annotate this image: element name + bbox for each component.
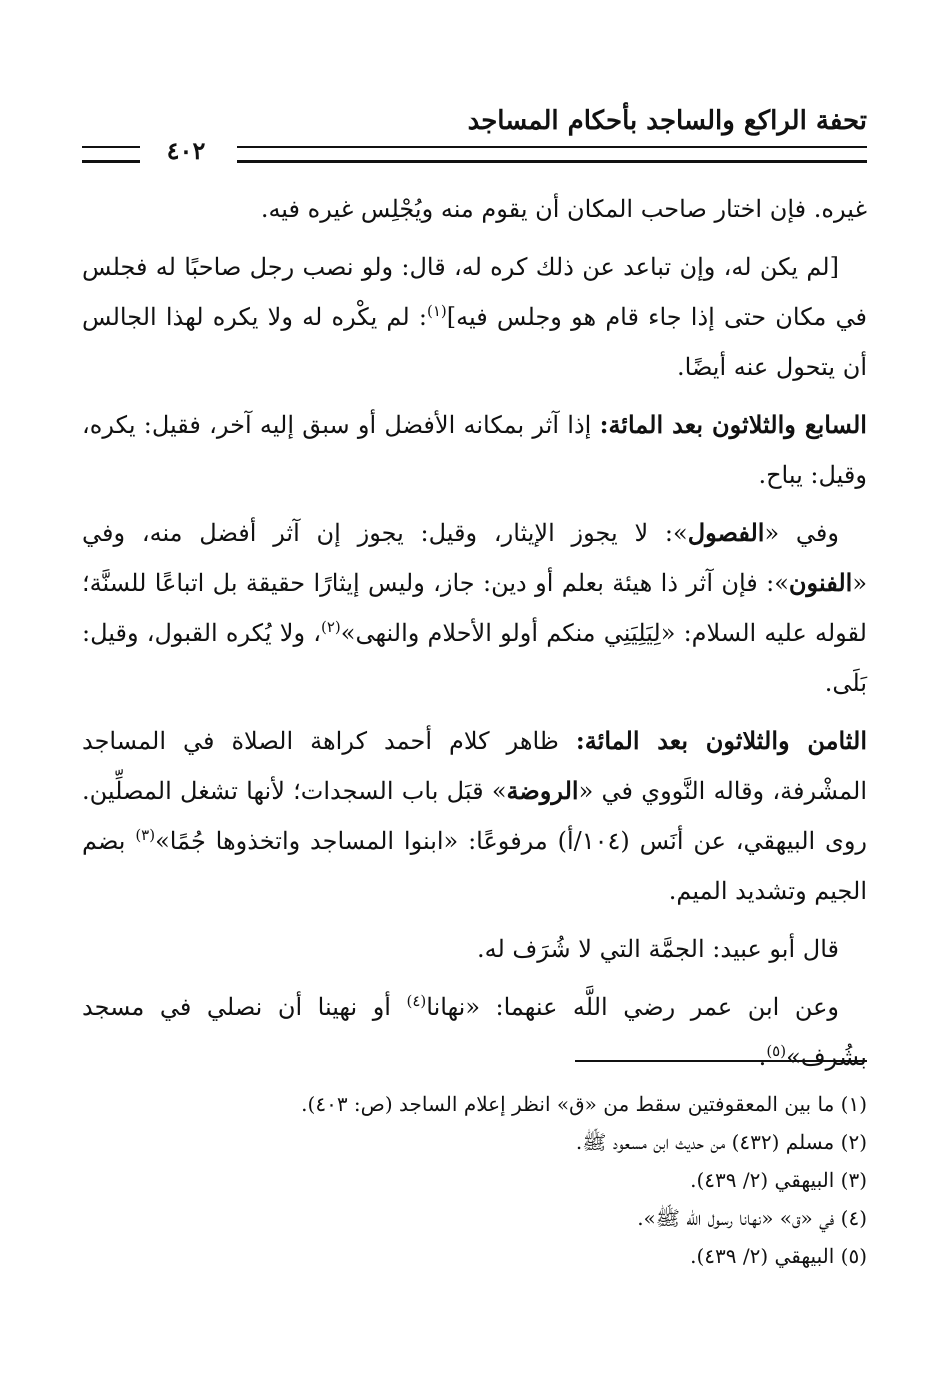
footnote-1: (١) ما بين المعقوفتين سقط من «ق» انظر إعلام الساجد (ص: ٤٠٣).	[301, 1092, 867, 1116]
paragraph-2	[82, 242, 867, 392]
book-page	[82, 100, 867, 1310]
paragraph-2-text-2: : لم يكْره له ولا يكره لهذا الجالس أن يتحول عنه أيضًا.	[82, 303, 867, 381]
paragraph-2-text-1: [لم يكن له، وإن تباعد عن ذلك كره له، قال: ولو نصب رجل صاحبًا له فجلس في مكان حتى إذا جاء قام هو وجلس فيه]	[82, 253, 867, 331]
header-rule-left	[82, 146, 140, 163]
paragraph-5-text-1: ظاهر كلام أحمد كراهة الصلاة في المساجد المشْرفة، وقاله النَّووي في «	[82, 727, 867, 805]
paragraph-4-text-4: ، ولا يُكره القبول، وقيل: بَلَى.	[82, 619, 867, 697]
paragraph-5-text-2: » قبَل باب السجدات؛ لأنها تشغل المصلِّين. روى البيهقي، عن أنَس (١٠٤/أ) مرفوعًا: «ابنوا المساجد واتخذوها جُمًا»	[82, 777, 868, 855]
footnote-marker-4: (٤)	[406, 992, 427, 1010]
paragraph-5-text-3: بضم الجيم وتشديد الميم.	[82, 827, 867, 905]
footnote-2: (٢) مسلم (٤٣٢) من حديث ابن مسعود ﷺ.	[575, 1130, 867, 1154]
paragraph-7-text-3: .	[758, 1043, 767, 1071]
header-rule-right	[237, 146, 867, 163]
paragraph-1: غيره. فإن اختار صاحب المكان أن يقوم منه ويُجْلِس غيره فيه.	[260, 195, 867, 223]
paragraph-3	[82, 400, 867, 500]
footnote-marker-1: (١)	[427, 302, 447, 320]
footnote-separator	[575, 1060, 867, 1062]
paragraph-4-text-3: »: فإن آثر ذا هيئة بعلم أو دين: جاز، وليس إيثارًا حقيقة بل اتباعًا للسنَّة؛ لقوله عليه السلام: «لِيَلِيَنِي منكم أولو الأحلام والنهى»	[82, 569, 867, 647]
paragraph-7	[82, 982, 867, 1082]
footnote-marker-5: (٥)	[766, 1042, 787, 1060]
footnotes	[82, 1085, 867, 1275]
header-double-rule	[82, 136, 867, 165]
section-heading-137: السابع والثلاثون بعد المائة:	[599, 410, 867, 439]
main-text	[82, 184, 867, 1090]
footnote-marker-3: (٣)	[135, 826, 156, 844]
footnote-3: (٣) البيهقي (٢/ ٤٣٩).	[690, 1168, 867, 1192]
paragraph-4-text-2: »: لا يجوز الإيثار، وقيل: يجوز إن آثر أفضل منه، وفي «	[82, 519, 867, 597]
book-name-funun: الفنون	[788, 568, 853, 597]
paragraph-7-text-2: أو نهينا أن نصلي في مسجد بشُرف»	[82, 993, 867, 1071]
paragraph-7-text-1: وعن ابن عمر رضي اللَّه عنهما: «نهانا	[426, 993, 840, 1021]
paragraph-3-text: إذا آثر بمكانه الأفضل أو سبق إليه آخر، فقيل: يكره، وقيل: يباح.	[82, 411, 867, 489]
footnote-5: (٥) البيهقي (٢/ ٤٣٩).	[690, 1244, 867, 1268]
footnote-4: (٤) في «ق» «نهانا رسول الله ﷺ».	[637, 1206, 867, 1230]
section-heading-138: الثامن والثلاثون بعد المائة:	[575, 726, 867, 755]
paragraph-6: قال أبو عبيد: الجمَّة التي لا شُرَف له.	[476, 935, 839, 963]
footnote-marker-2: (٢)	[321, 618, 341, 636]
book-name-rawda: الروضة	[506, 776, 579, 805]
paragraph-4	[82, 508, 867, 708]
running-header	[82, 100, 867, 165]
book-name-fusul: الفصول	[687, 518, 765, 547]
paragraph-5	[82, 716, 867, 916]
paragraph-4-text-1: وفي «	[764, 519, 839, 547]
page-number: ٤٠٢	[166, 136, 206, 165]
book-title: تحفة الراكع والساجد بأحكام المساجد	[467, 106, 867, 136]
